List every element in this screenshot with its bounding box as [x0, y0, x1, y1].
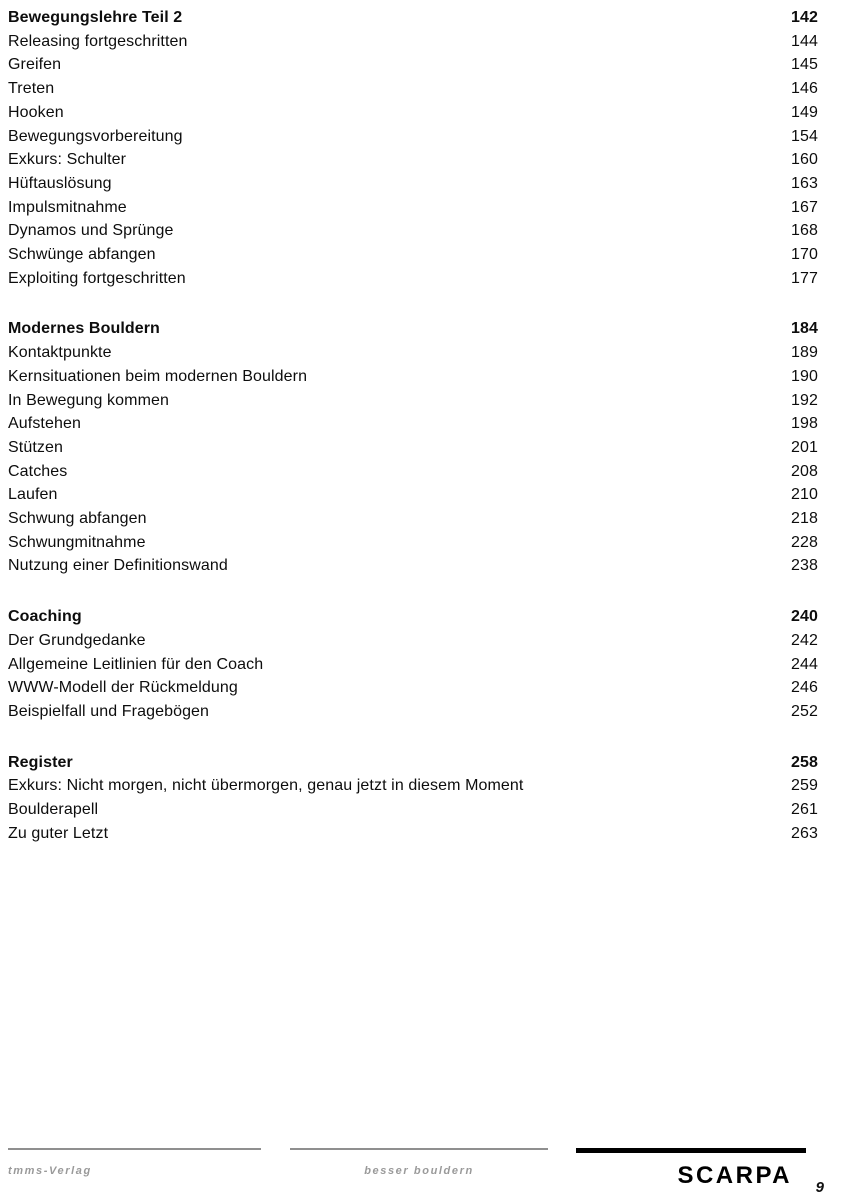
toc-entry-row	[8, 77, 818, 101]
entry-label: Catches	[8, 462, 68, 480]
scarpa-logo: SCARPA	[677, 1162, 792, 1189]
footer-divider	[290, 1148, 548, 1150]
toc-entry-row	[8, 365, 818, 389]
entry-label: Exploiting fortgeschritten	[8, 269, 186, 287]
toc-entry-row	[8, 653, 818, 677]
toc-entry-row	[8, 774, 818, 798]
page-number: 9	[815, 1179, 824, 1196]
entry-page: 163	[791, 174, 818, 192]
entry-label: Stützen	[8, 438, 63, 456]
entry-label: Aufstehen	[8, 415, 81, 433]
toc-section	[8, 317, 818, 578]
toc-section-title: Bewegungslehre Teil 2	[8, 9, 183, 26]
entry-label: Schwungmitnahme	[8, 533, 146, 551]
entry-label: Schwung abfangen	[8, 510, 147, 528]
entry-page: 244	[791, 655, 818, 673]
entry-page: 252	[791, 702, 818, 720]
toc-entry-row	[8, 267, 818, 291]
entry-label: Exkurs: Nicht morgen, nicht übermorgen, genau jetzt in diesem Moment	[8, 777, 524, 795]
toc-heading-row	[8, 6, 818, 30]
footer-series-block	[290, 1148, 548, 1177]
entry-page: 261	[791, 801, 818, 819]
toc-entry-row	[8, 531, 818, 555]
entry-page: 228	[791, 533, 818, 551]
toc-entry-row	[8, 389, 818, 413]
toc-entry-row	[8, 676, 818, 700]
toc-heading-row	[8, 605, 818, 629]
entry-page: 144	[791, 32, 818, 50]
entry-label: Kontaktpunkte	[8, 344, 112, 362]
toc-heading-row	[8, 751, 818, 775]
entry-label: Zu guter Letzt	[8, 824, 109, 842]
toc-entry-row	[8, 507, 818, 531]
entry-page: 259	[791, 777, 818, 795]
entry-page: 189	[791, 344, 818, 362]
entry-page: 242	[791, 631, 818, 649]
toc-entry-row	[8, 629, 818, 653]
entry-page: 238	[791, 557, 818, 575]
entry-label: Greifen	[8, 56, 62, 74]
entry-label: Schwünge abfangen	[8, 246, 156, 264]
toc-entry-row	[8, 412, 818, 436]
entry-page: 201	[791, 438, 818, 456]
toc-entry-row	[8, 700, 818, 724]
footer-brand-divider	[576, 1148, 806, 1153]
toc-section-page: 142	[791, 9, 818, 26]
toc-entry-row	[8, 243, 818, 267]
entry-page: 192	[791, 391, 818, 409]
footer-series: besser bouldern	[364, 1165, 474, 1177]
entry-page: 170	[791, 246, 818, 264]
page-footer	[0, 1148, 848, 1200]
entry-label: Hüftauslösung	[8, 174, 112, 192]
toc-entry-row	[8, 53, 818, 77]
toc-entry-row	[8, 460, 818, 484]
entry-page: 198	[791, 415, 818, 433]
toc-entry-row	[8, 30, 818, 54]
entry-label: Laufen	[8, 486, 58, 504]
toc-entry-row	[8, 483, 818, 507]
entry-page: 177	[791, 269, 818, 287]
footer-divider	[8, 1148, 261, 1150]
entry-page: 154	[791, 127, 818, 145]
toc-entry-row	[8, 822, 818, 846]
toc-entry-row	[8, 219, 818, 243]
entry-label: Allgemeine Leitlinien für den Coach	[8, 655, 264, 673]
toc-entry-row	[8, 554, 818, 578]
toc-section-title: Modernes Bouldern	[8, 320, 160, 338]
entry-label: Kernsituationen beim modernen Bouldern	[8, 367, 308, 385]
toc-entry-row	[8, 341, 818, 365]
entry-label: Boulderapell	[8, 801, 99, 819]
toc-section-page: 258	[791, 753, 818, 771]
toc-entry-row	[8, 172, 818, 196]
entry-page: 208	[791, 462, 818, 480]
entry-page: 246	[791, 679, 818, 697]
entry-label: Nutzung einer Definitionswand	[8, 557, 228, 575]
entry-page: 190	[791, 367, 818, 385]
entry-label: WWW-Modell der Rückmeldung	[8, 679, 238, 697]
entry-label: Dynamos und Sprünge	[8, 222, 174, 240]
entry-page: 145	[791, 56, 818, 74]
toc-section	[8, 6, 818, 290]
entry-label: Releasing fortgeschritten	[8, 32, 188, 50]
toc-entry-row	[8, 196, 818, 220]
toc-entry-row	[8, 436, 818, 460]
entry-page: 263	[791, 824, 818, 842]
footer-publisher: tmms-Verlag	[8, 1165, 92, 1177]
toc-entry-row	[8, 125, 818, 149]
entry-label: Beispielfall und Fragebögen	[8, 702, 210, 720]
entry-page: 160	[791, 151, 818, 169]
entry-page: 168	[791, 222, 818, 240]
toc-entry-row	[8, 101, 818, 125]
toc-section-title: Coaching	[8, 608, 82, 626]
entry-label: Der Grundgedanke	[8, 631, 146, 649]
toc-section-page: 240	[791, 608, 818, 626]
entry-label: In Bewegung kommen	[8, 391, 170, 409]
entry-label: Bewegungsvorbereitung	[8, 127, 183, 145]
table-of-contents	[8, 6, 818, 846]
entry-label: Treten	[8, 80, 55, 98]
entry-page: 218	[791, 510, 818, 528]
footer-publisher-block	[8, 1148, 261, 1177]
entry-page: 149	[791, 103, 818, 121]
toc-heading-row	[8, 317, 818, 341]
toc-section	[8, 605, 818, 724]
entry-label: Exkurs: Schulter	[8, 151, 127, 169]
footer-brand-block	[576, 1148, 806, 1190]
toc-section	[8, 751, 818, 846]
entry-page: 167	[791, 198, 818, 216]
toc-entry-row	[8, 148, 818, 172]
toc-entry-row	[8, 798, 818, 822]
entry-label: Impulsmitnahme	[8, 198, 127, 216]
toc-section-page: 184	[791, 320, 818, 338]
entry-page: 210	[791, 486, 818, 504]
entry-label: Hooken	[8, 103, 64, 121]
entry-page: 146	[791, 80, 818, 98]
toc-section-title: Register	[8, 753, 73, 771]
